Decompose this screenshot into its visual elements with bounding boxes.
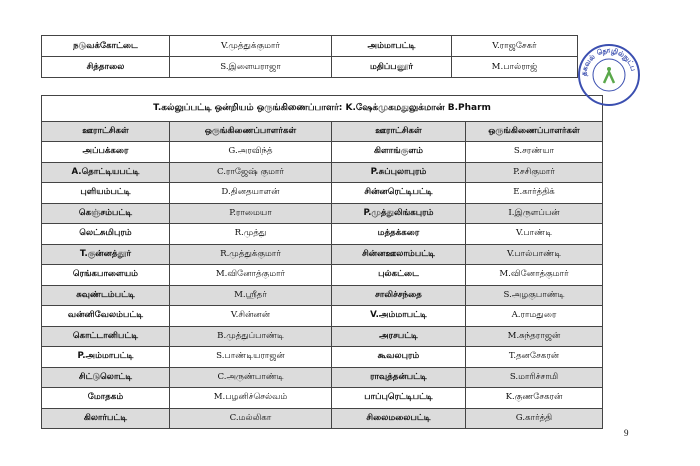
cell-coordinator-1: C.ராஜேஷ் குமார்	[170, 162, 332, 183]
cell-coordinator-2: I.இருளப்பன்	[466, 203, 603, 224]
cell-coordinator-2: V.பால்பாண்டி	[466, 244, 603, 265]
header-row	[42, 122, 603, 142]
cell-coordinator-2: T.தனசேகரன்	[466, 347, 603, 368]
table-row	[42, 347, 603, 368]
cell-panchayat-1: புளியம்பட்டி	[42, 183, 170, 204]
cell-coordinator-1: V.முத்துக்குமார்	[170, 36, 332, 57]
cell-panchayat-1: சுவுண்டம்பட்டி	[42, 285, 170, 306]
cell-coordinator-2: M.வினோத்குமார்	[466, 265, 603, 286]
cell-coordinator-1: V.சின்னன்	[170, 306, 332, 327]
cell-panchayat-1: லெட்சுமிபுரம்	[42, 224, 170, 245]
cell-coordinator-2: M.பால்ராஜ்	[452, 57, 578, 78]
cell-panchayat-1: கிலார்பட்டி	[42, 408, 170, 429]
cell-coordinator-2: E.கார்த்திக்	[466, 183, 603, 204]
table-row	[42, 326, 603, 347]
table-row	[42, 265, 603, 286]
top-table-body	[42, 36, 578, 78]
table-row	[42, 285, 603, 306]
cell-panchayat-2: மத்தக்கரை	[332, 224, 466, 245]
cell-panchayat-1: அப்பக்கரை	[42, 142, 170, 163]
cell-panchayat-2: பாப்புரெட்டிபட்டி	[332, 388, 466, 409]
cell-panchayat-1: சித்தாலை	[42, 57, 170, 78]
table-row	[42, 367, 603, 388]
main-table-body	[42, 96, 603, 429]
cell-panchayat-1: T.குன்னத்தூர்	[42, 244, 170, 265]
section-title-row	[42, 96, 603, 122]
cell-panchayat-2: மதிப்பனூர்	[332, 57, 452, 78]
cell-coordinator-2: G.கார்த்தி	[466, 408, 603, 429]
cell-coordinator-1: S.இளையராஜா	[170, 57, 332, 78]
cell-coordinator-1: C.அருண்பாண்டி	[170, 367, 332, 388]
cell-coordinator-1: R.முத்துக்குமார்	[170, 244, 332, 265]
table-row	[42, 203, 603, 224]
table-row	[42, 142, 603, 163]
table-row	[42, 388, 603, 409]
cell-coordinator-1: S.பாண்டியராஜன்	[170, 347, 332, 368]
cell-panchayat-2: சின்னரெட்டிபட்டி	[332, 183, 466, 204]
cell-coordinator-1: C.மல்லிகா	[170, 408, 332, 429]
stamp-text: தகவல் தொழில்நுட்ப	[579, 46, 638, 77]
cell-panchayat-2: V.அம்மாபட்டி	[332, 306, 466, 327]
cell-panchayat-2: சின்னஊலாம்பட்டி	[332, 244, 466, 265]
cell-panchayat-1: சிட்டுலொட்டி	[42, 367, 170, 388]
cell-panchayat-1: ரெங்கபாளையம்	[42, 265, 170, 286]
cell-panchayat-1: நடுவக்கோட்டை	[42, 36, 170, 57]
cell-coordinator-1: M.ஸ்ரீதர்	[170, 285, 332, 306]
cell-panchayat-2: சிலைமலைபட்டி	[332, 408, 466, 429]
cell-panchayat-2: புல்கட்டை	[332, 265, 466, 286]
table-row	[42, 183, 603, 204]
cell-panchayat-1: மோதகம்	[42, 388, 170, 409]
cell-coordinator-1: R.முத்து	[170, 224, 332, 245]
cell-coordinator-1: P.ராமையா	[170, 203, 332, 224]
table-row	[42, 36, 578, 57]
cell-panchayat-2: P.சுப்புலாபுரம்	[332, 162, 466, 183]
header-coordinator-2: ஒருங்கிணைப்பாளர்கள்	[466, 122, 603, 142]
cell-panchayat-2: அரசபட்டி	[332, 326, 466, 347]
table-row	[42, 57, 578, 78]
table-row	[42, 162, 603, 183]
header-panchayat-2: ஊராட்சிகள்	[332, 122, 466, 142]
cell-panchayat-2: P.முத்துலிங்கபுரம்	[332, 203, 466, 224]
cell-coordinator-2: M.சுந்தராஜன்	[466, 326, 603, 347]
cell-panchayat-1: P.அம்மாபட்டி	[42, 347, 170, 368]
cell-coordinator-1: D.தினதயாளன்	[170, 183, 332, 204]
cell-coordinator-2: A.ராமதுரை	[466, 306, 603, 327]
kallupatti-coordinators-table	[41, 95, 603, 429]
table-row	[42, 408, 603, 429]
header-coordinator-1: ஒருங்கிணைப்பாளர்கள்	[170, 122, 332, 142]
cell-panchayat-2: கூவலபுரம்	[332, 347, 466, 368]
cell-coordinator-1: B.முத்துப்பாண்டி	[170, 326, 332, 347]
cell-coordinator-2: V.ராஜசேகர்	[452, 36, 578, 57]
cell-coordinator-2: S.அழகுபாண்டி	[466, 285, 603, 306]
page-number: 9	[624, 428, 629, 438]
cell-coordinator-1: M.பழனிச்செல்வம்	[170, 388, 332, 409]
cell-panchayat-1: கொட்டானிபட்டி	[42, 326, 170, 347]
cell-coordinator-1: M.வினோத்குமார்	[170, 265, 332, 286]
official-stamp	[574, 40, 644, 106]
cell-panchayat-2: சாலிச்சந்தை	[332, 285, 466, 306]
cell-coordinator-1: G.அரவிந்த்	[170, 142, 332, 163]
stamp-mark-icon	[604, 72, 614, 83]
cell-panchayat-1: A.தொட்டியபட்டி	[42, 162, 170, 183]
cell-coordinator-2: V.பாண்டி	[466, 224, 603, 245]
header-panchayat-1: ஊராட்சிகள்	[42, 122, 170, 142]
cell-panchayat-2: அம்மாபட்டி	[332, 36, 452, 57]
cell-panchayat-1: கெஞ்சம்பட்டி	[42, 203, 170, 224]
cell-coordinator-2: S.மாரிச்சாமி	[466, 367, 603, 388]
cell-coordinator-2: S.சரண்யா	[466, 142, 603, 163]
cell-coordinator-2: K.குணசேகரன்	[466, 388, 603, 409]
cell-coordinator-2: P.சசிகுமார்	[466, 162, 603, 183]
top-coordinators-table	[41, 35, 578, 78]
cell-panchayat-2: கிளாங்குளம்	[332, 142, 466, 163]
table-row	[42, 224, 603, 245]
table-row	[42, 306, 603, 327]
table-row	[42, 244, 603, 265]
cell-panchayat-2: ராவுத்தன்பட்டி	[332, 367, 466, 388]
cell-panchayat-1: வன்னிவேலம்பட்டி	[42, 306, 170, 327]
section-title: T.கல்லுப்பட்டி ஒன்றியம் ஒருங்கிணைப்பாளர்: K.ஷேக்முகமதுலுக்மான் B.Pharm	[42, 96, 603, 122]
